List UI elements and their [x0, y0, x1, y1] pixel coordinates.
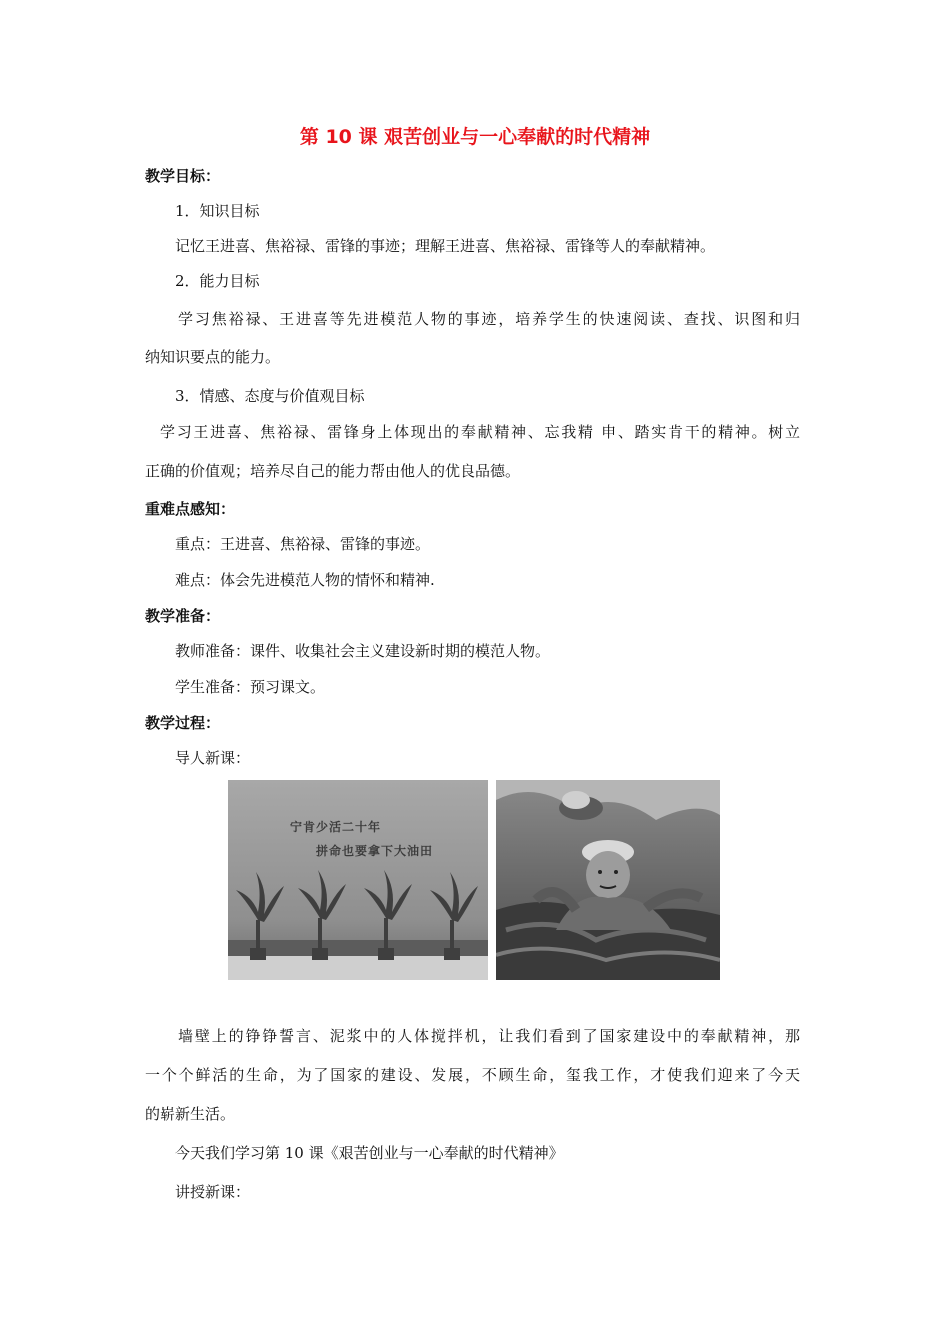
- new-lesson-label: 讲授新课：: [175, 1183, 251, 1201]
- objectives-heading: 教学目标：: [145, 167, 221, 185]
- keypoints-heading: 重难点感知：: [145, 500, 236, 518]
- teacher-preparation: 教师准备：课件、收集社会主义建设新时期的模范人物。: [175, 642, 551, 660]
- attitude-objective-title: 3．情感、态度与价值观目标: [175, 387, 365, 405]
- preparation-heading: 教学准备：: [145, 607, 221, 625]
- intro-photos: [228, 780, 720, 980]
- mud-worker-photo: [496, 780, 720, 980]
- lesson-title: 第 10 课 艰苦创业与一心奉献的时代精神: [299, 126, 651, 148]
- mud-worker-image: [496, 780, 720, 980]
- knowledge-objective-text: 记忆王进喜、焦裕禄、雷锋的事迹；理解王进喜、焦裕禄、雷锋等人的奉献精神。: [175, 237, 716, 255]
- intro-paragraph-line2: 一个个鲜活的生命，为了国家的建设、发展，不顾生命，玺我工作，才使我们迎来了今天: [145, 1066, 800, 1084]
- slogan-wall-photo: [228, 780, 488, 980]
- difficult-point: 难点：体会先进模范人物的情怀和精神.: [175, 571, 435, 589]
- ability-objective-text-line2: 纳知识要点的能力。: [145, 348, 281, 366]
- key-point: 重点：王进喜、焦裕禄、雷锋的事迹。: [175, 535, 431, 553]
- attitude-objective-text-line2: 正确的价值观；培养尽自己的能力帮由他人的优良品德。: [145, 462, 521, 480]
- student-preparation: 学生准备：预习课文。: [175, 678, 326, 696]
- intro-label: 导人新课：: [175, 749, 251, 767]
- attitude-objective-text-line1: 学习王进喜、焦裕禄、雷锋身上体现出的奉献精神、忘我精 申、踏实肯干的精神。树立: [160, 423, 800, 441]
- photo-caption-line2: 拼命也要拿下大油田: [316, 844, 434, 858]
- process-heading: 教学过程：: [145, 714, 221, 732]
- ability-objective-text-line1: 学习焦裕禄、王进喜等先进模范人物的事迹，培养学生的快速阅读、查找、识图和归: [178, 310, 800, 328]
- intro-paragraph-line3: 的崭新生活。: [145, 1105, 236, 1123]
- intro-paragraph-line1: 墙壁上的铮铮誓言、泥浆中的人体搅拌机，让我们看到了国家建设中的奉献精神，那: [178, 1027, 800, 1045]
- photo-caption-line1: 宁肯少活二十年: [290, 820, 382, 834]
- slogan-wall-image: [228, 780, 488, 980]
- ability-objective-title: 2．能力目标: [175, 272, 260, 290]
- lesson-announcement: 今天我们学习第 10 课《艰苦创业与一心奉献的时代精神》: [175, 1144, 564, 1162]
- knowledge-objective-title: 1．知识目标: [175, 202, 260, 220]
